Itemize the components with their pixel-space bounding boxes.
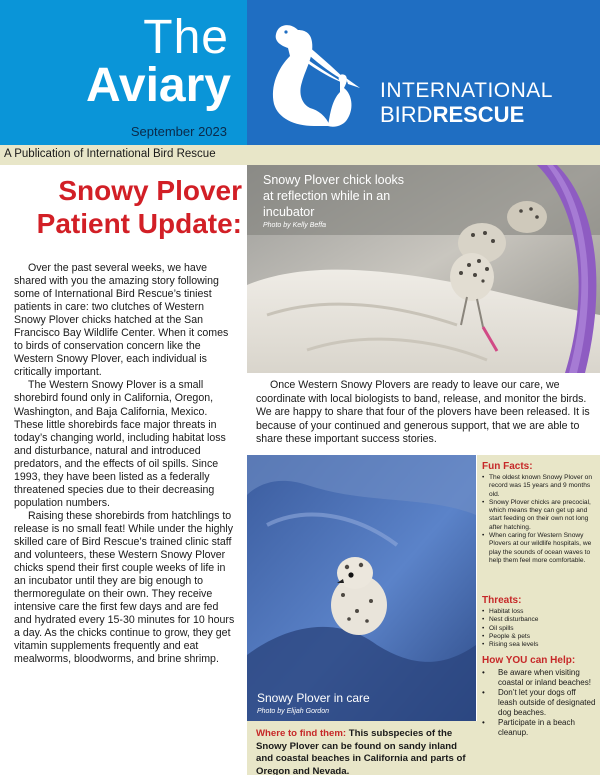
threat-item: • Habitat loss: [482, 608, 596, 616]
incubator-photo-caption: Snowy Plover chick looks at reflection while in an incubator: [263, 173, 405, 219]
threat-item: • Oil spills: [482, 625, 596, 633]
article-body-left: [14, 262, 236, 666]
headline-line1: Snowy Plover: [58, 175, 242, 206]
article-paragraph-release: Once Western Snowy Plovers are ready to leave our care, we coordinate with local biologists to band, release, and monitor the birds. We are happy to share that four of the plovers have been released. It is because of your continued and generous support, that we are able to share these important success stories.: [256, 379, 590, 446]
newsletter-title-aviary: Aviary: [86, 59, 231, 112]
help-item: • Participate in a beach cleanup.: [482, 718, 596, 738]
article-paragraph-2: The Western Snowy Plover is a small shorebird found only in California, Oregon, Washington, and Baja California, Mexico. These little shorebirds face major threats in today’s changing world, including habitat loss and disturbance, natural and introduced predators, and the effects of oil spills. Since 1993, they have been listed as a federally threatened species due to their decreasing population numbers.: [14, 379, 226, 509]
newsletter-title-the: The: [143, 11, 229, 64]
masthead-title-panel: [0, 0, 247, 145]
headline-line2: Patient Update:: [36, 208, 242, 239]
threat-item: • People & pets: [482, 633, 596, 641]
where-to-find-box: [247, 721, 477, 775]
threats-heading: Threats:: [482, 595, 522, 606]
fun-fact-item: • The oldest known Snowy Plover on record was 15 years and 9 months old.: [482, 474, 596, 499]
chick-in-hand-photo-image: [247, 455, 476, 721]
fun-facts-heading: Fun Facts:: [482, 461, 533, 472]
org-name-line2: [380, 104, 524, 126]
help-list: [482, 668, 596, 738]
publication-note: A Publication of International Bird Rescue: [4, 148, 216, 160]
publication-bar: [0, 145, 600, 165]
chick-in-hand-photo: [247, 455, 476, 721]
incubator-photo-credit: Photo by Kelly Beffa: [263, 222, 327, 229]
org-name-line1: INTERNATIONAL: [380, 79, 553, 102]
threats-list: [482, 608, 596, 649]
fun-fact-item: • Snowy Plover chicks are precocial, which means they can get up and start feeding on their own not long after hatching.: [482, 499, 596, 532]
fun-facts-list: [482, 474, 596, 565]
incubator-photo: [247, 165, 600, 373]
where-to-find-body: This subspecies of the Snowy Plover can be found on sandy inland and coastal beaches in California and parts of Oregon and Nevada.: [256, 728, 466, 775]
threat-item: • Rising sea levels: [482, 641, 596, 649]
where-to-find-text: [256, 728, 472, 775]
help-item: • Don’t let your dogs off leash outside of designated dog beaches.: [482, 688, 596, 718]
fun-fact-item: • When caring for Western Snowy Plovers at our wildlife hospitals, we play the sounds of ocean waves to help them feel more comfortable.: [482, 532, 596, 565]
masthead: [0, 0, 600, 145]
threat-item: • Nest disturbance: [482, 616, 596, 624]
article-paragraph-3: Raising these shorebirds from hatchlings to release is no small feat! While under the highly skilled care of Bird Rescue’s trained clinic staff and volunteers, these Western Snowy Plover chicks spend their first couple weeks of life in an incubator until they are big enough to thermoregulate on their own. They receive intensive care the first few days and are fed and hydrated every 15-30 minutes for 10 hours a day. As the chicks continue to grow, they get vitamin supplements frequently and eat mealworms, bloodworms, and brine shrimp.: [14, 509, 235, 666]
article-paragraph-1: Over the past several weeks, we have shared with you the amazing story following some of International Bird Rescue’s tiniest patients in care: two clutches of Western Snowy Plover chicks hatched at the San Francisco Bay Wildlife Center. When it comes to birds of conservation concern like the Western Snowy Plover, each individual is critically important.: [14, 262, 229, 379]
article-headline: [14, 174, 242, 240]
chick-photo-caption: Snowy Plover in care: [257, 691, 370, 705]
facts-sidebar: [477, 455, 600, 775]
pelican-logo-icon: [268, 16, 368, 134]
help-item: • Be aware when visiting coastal or inland beaches!: [482, 668, 596, 688]
help-heading: How YOU can Help:: [482, 655, 576, 666]
org-name-bird: BIRD: [380, 102, 433, 127]
where-to-find-label: Where to find them:: [256, 728, 347, 739]
org-name-rescue: RESCUE: [432, 102, 525, 127]
issue-date: September 2023: [130, 124, 227, 139]
chick-photo-credit: Photo by Elijah Gordon: [257, 708, 329, 715]
